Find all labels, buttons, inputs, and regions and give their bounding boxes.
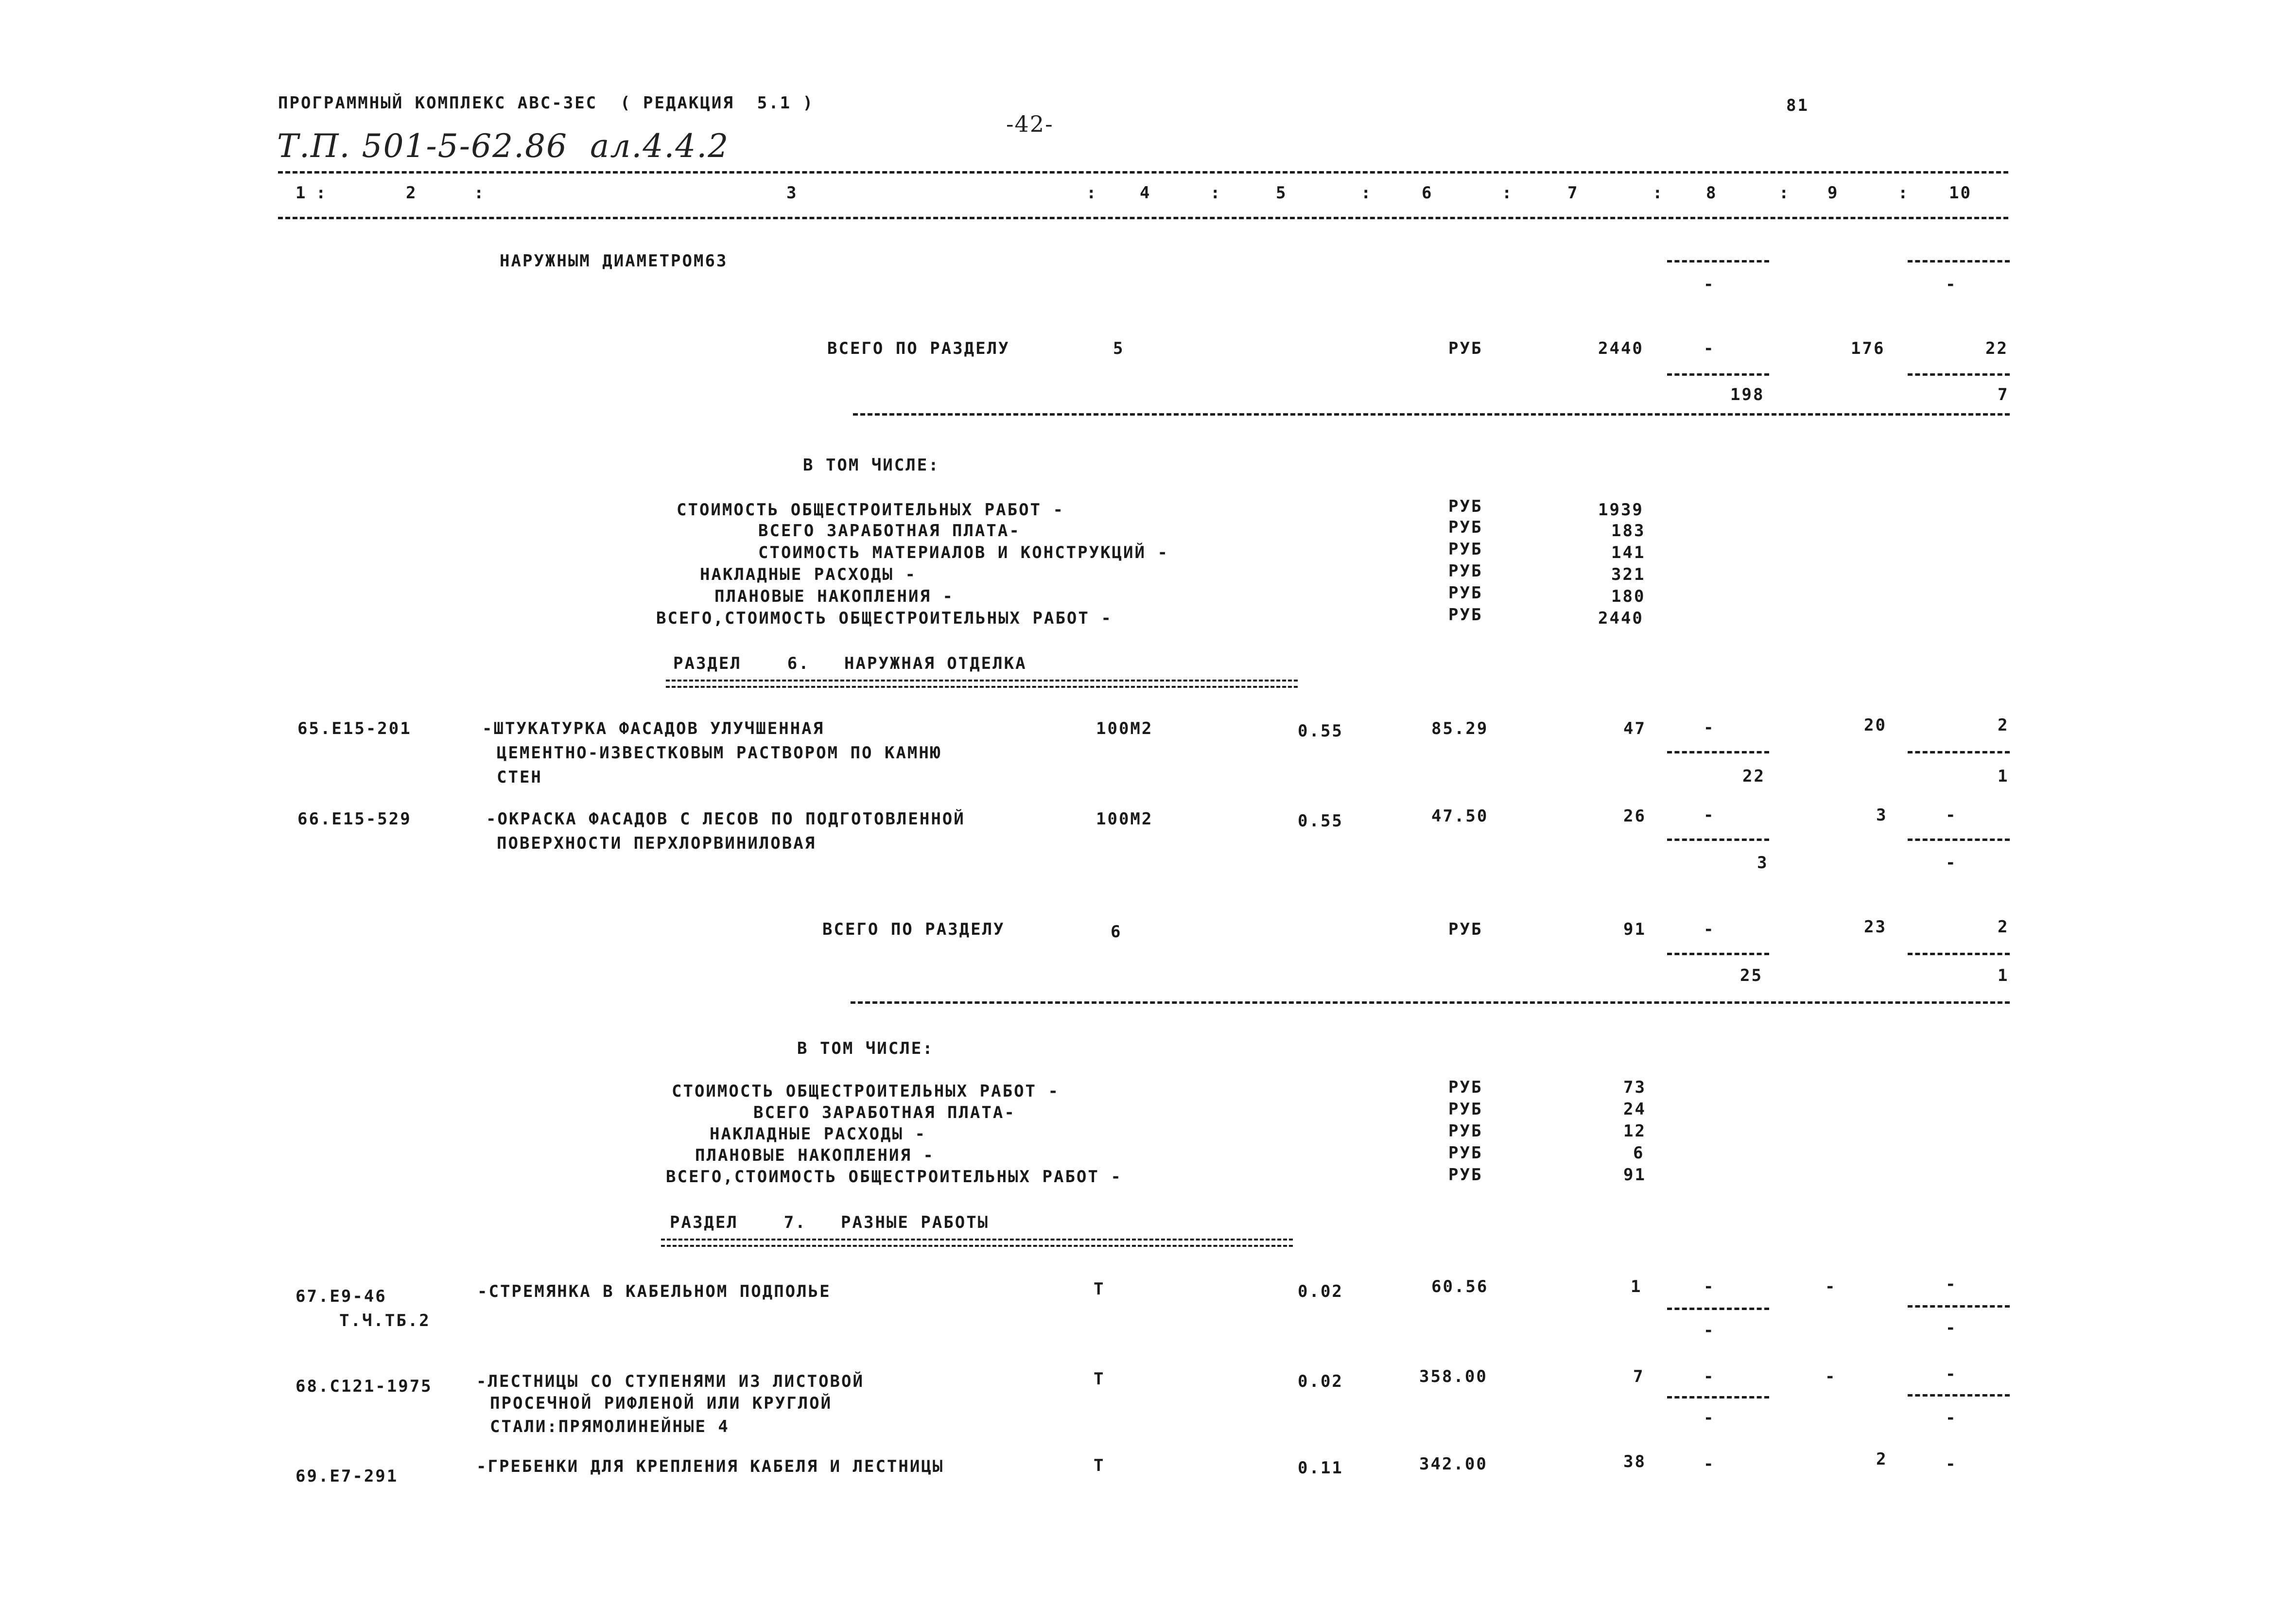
row-unit: Т [1094, 1369, 1105, 1389]
fraction-line [1908, 1305, 2010, 1308]
row-price: 47.50 [1431, 806, 1489, 826]
fraction-line [1908, 260, 2010, 262]
breakdown-label: СТОИМОСТЬ МАТЕРИАЛОВ И КОНСТРУКЦИЙ - [758, 543, 1169, 562]
fraction-line [1667, 839, 1769, 841]
column-header-bottom-rule [278, 217, 2008, 219]
row-quantity: 0.02 [1298, 1372, 1343, 1391]
column-separator: : [1086, 183, 1098, 203]
column-separator: : [316, 183, 328, 203]
breakdown-label: ВСЕГО,СТОИМОСТЬ ОБЩЕСТРОИТЕЛЬНЫХ РАБОТ - [656, 609, 1113, 628]
fraction-line [1667, 1396, 1769, 1398]
column-separator: : [1652, 183, 1664, 203]
row-description: -ШТУКАТУРКА ФАСАДОВ УЛУЧШЕННАЯ [482, 719, 825, 738]
breakdown-value: 6 [1633, 1143, 1645, 1163]
program-header: ПРОГРАММНЫЙ КОМПЛЕКС АВС-ЗЕС ( РЕДАКЦИЯ 5.1 ) [278, 93, 815, 113]
total-col7: 91 [1623, 920, 1646, 939]
breakdown-unit: РУБ [1448, 605, 1483, 625]
fraction-line [1908, 751, 2010, 753]
breakdown-label: ВСЕГО ЗАРАБОТНАЯ ПЛАТА- [753, 1103, 1016, 1122]
total-col10-bottom: 1 [1998, 966, 2009, 985]
row-col8-bottom: - [1704, 1408, 1715, 1428]
handwritten-project-note: Т.П. 501-5-62.86 ал.4.4.2 [277, 127, 730, 165]
total-label: ВСЕГО ПО РАЗДЕЛУ [822, 920, 1005, 939]
breakdown-label: НАКЛАДНЫЕ РАСХОДЫ - [710, 1124, 926, 1144]
row-code: 67.E9-46 [296, 1287, 387, 1306]
row-price: 85.29 [1431, 719, 1489, 738]
section-title: РАЗДЕЛ 7. РАЗНЫЕ РАБОТЫ [670, 1213, 990, 1232]
breakdown-label: ВСЕГО ЗАРАБОТНАЯ ПЛАТА- [758, 521, 1021, 541]
section-title-underline [666, 680, 1298, 688]
column-separator: : [1361, 183, 1373, 203]
total-col8-top: - [1704, 920, 1715, 939]
column-separator: : [474, 183, 486, 203]
fraction-line [1908, 373, 2010, 376]
row-col10-bottom: 1 [1998, 767, 2009, 786]
fraction-line [1908, 839, 2010, 841]
row-quantity: 0.55 [1298, 811, 1343, 831]
row-code-note: Т.Ч.ТБ.2 [339, 1311, 431, 1330]
column-separator: : [1502, 183, 1513, 203]
breakdown-unit: РУБ [1448, 561, 1483, 581]
row-price: 358.00 [1419, 1367, 1488, 1386]
column-header-cell: 3 [786, 183, 798, 203]
breakdown-value: 1939 [1598, 500, 1644, 520]
row-col8-top: - [1704, 1367, 1715, 1386]
total-col10-top: 2 [1998, 917, 2009, 937]
breakdown-label: СТОИМОСТЬ ОБЩЕСТРОИТЕЛЬНЫХ РАБОТ - [672, 1082, 1060, 1101]
row-col8-bottom: - [1704, 1321, 1715, 1340]
row-col7: 1 [1631, 1277, 1642, 1296]
col10-bottom: - [1946, 275, 1957, 294]
total-col8-bottom: 25 [1740, 966, 1763, 985]
column-separator: : [1210, 183, 1222, 203]
row-unit: 100М2 [1096, 719, 1153, 738]
breakdown-unit: РУБ [1448, 1165, 1483, 1185]
column-header-cell: 9 [1827, 183, 1839, 203]
breakdown-value: 2440 [1598, 609, 1644, 628]
total-label: ВСЕГО ПО РАЗДЕЛУ [827, 339, 1010, 358]
breakdown-label: СТОИМОСТЬ ОБЩЕСТРОИТЕЛЬНЫХ РАБОТ - [677, 500, 1064, 520]
total-col8-bottom: 198 [1730, 385, 1765, 404]
row-unit: Т [1094, 1456, 1105, 1475]
column-header-top-rule [278, 171, 2008, 174]
row-description: ЦЕМЕНТНО-ИЗВЕСТКОВЫМ РАСТВОРОМ ПО КАМНЮ [497, 743, 942, 763]
fraction-line [1908, 1394, 2010, 1397]
row-col7: 38 [1623, 1452, 1646, 1471]
breakdown-value: 12 [1623, 1121, 1646, 1141]
breakdown-value: 24 [1623, 1100, 1646, 1119]
row-description: НАРУЖНЫМ ДИАМЕТРОМ63 [500, 251, 728, 271]
row-col10-top: - [1946, 805, 1957, 825]
row-col10-top: - [1946, 1275, 1957, 1294]
fraction-line [1667, 260, 1769, 262]
row-col9: 2 [1876, 1450, 1888, 1469]
column-header-cell: 4 [1140, 183, 1151, 203]
row-col10-bottom: - [1946, 1408, 1957, 1428]
breakdown-unit: РУБ [1448, 518, 1483, 537]
row-price: 60.56 [1431, 1277, 1489, 1296]
row-col8-top: - [1704, 718, 1715, 737]
breakdown-value: 141 [1611, 543, 1646, 562]
row-unit: 100М2 [1096, 809, 1153, 829]
column-header-cell: 1 [296, 183, 307, 203]
column-header-cell: 7 [1567, 183, 1579, 203]
row-col8-top: - [1704, 1454, 1715, 1474]
breakdown-unit: РУБ [1448, 1121, 1483, 1141]
row-code: 69.E7-291 [296, 1467, 399, 1486]
row-col8-top: - [1704, 805, 1715, 825]
total-col10-bottom: 7 [1998, 385, 2009, 404]
row-quantity: 0.02 [1298, 1282, 1343, 1301]
row-col10-top: - [1946, 1454, 1957, 1474]
section-total-rule [853, 413, 2010, 416]
column-header-cell: 8 [1706, 183, 1718, 203]
total-col9: 176 [1851, 339, 1885, 358]
breakdown-label: ПЛАНОВЫЕ НАКОПЛЕНИЯ - [695, 1146, 935, 1165]
row-col7: 26 [1623, 806, 1646, 826]
row-unit: Т [1094, 1279, 1105, 1299]
total-col10-top: 22 [1985, 339, 2008, 358]
fraction-line [1667, 1308, 1769, 1310]
total-col8-top: - [1704, 339, 1715, 358]
row-code: 65.E15-201 [297, 719, 412, 738]
row-col8-top: - [1704, 1277, 1715, 1296]
page-number-right: 81 [1786, 96, 1809, 115]
row-col9: - [1825, 1277, 1837, 1296]
row-col7: 7 [1633, 1367, 1645, 1386]
row-description: -СТРЕМЯНКА В КАБЕЛЬНОМ ПОДПОЛЬЕ [477, 1282, 831, 1301]
row-col7: 47 [1623, 719, 1646, 738]
column-separator: : [1779, 183, 1791, 203]
column-header-cell: 2 [406, 183, 417, 203]
breakdown-value: 180 [1611, 587, 1646, 606]
column-header-cell: 5 [1276, 183, 1287, 203]
breakdown-label: ВСЕГО,СТОИМОСТЬ ОБЩЕСТРОИТЕЛЬНЫХ РАБОТ - [666, 1167, 1122, 1187]
breakdown-value: 73 [1623, 1078, 1646, 1097]
row-description: СТЕН [497, 768, 542, 787]
breakdown-unit: РУБ [1448, 583, 1483, 603]
breakdown-unit: РУБ [1448, 497, 1483, 516]
breakdown-value: 183 [1611, 521, 1646, 541]
total-col7: 2440 [1598, 339, 1644, 358]
row-col10-bottom: - [1946, 1318, 1957, 1338]
breakdown-unit: РУБ [1448, 1100, 1483, 1119]
row-description: -ГРЕБЕНКИ ДЛЯ КРЕПЛЕНИЯ КАБЕЛЯ И ЛЕСТНИЦЫ [476, 1457, 944, 1476]
row-col10-top: - [1946, 1364, 1957, 1384]
row-col10-top: 2 [1998, 716, 2009, 735]
breakdown-label: ПЛАНОВЫЕ НАКОПЛЕНИЯ - [714, 587, 954, 606]
row-col8-bottom: 22 [1742, 767, 1765, 786]
total-unit: РУБ [1448, 920, 1483, 939]
fraction-line [1667, 953, 1769, 955]
breakdown-value: 321 [1611, 565, 1646, 584]
row-description: СТАЛИ:ПРЯМОЛИНЕЙНЫЕ 4 [490, 1417, 730, 1436]
page-number-center: -42- [1006, 111, 1054, 137]
including-title: В ТОМ ЧИСЛЕ: [797, 1039, 934, 1058]
total-col9: 23 [1864, 917, 1887, 937]
column-header-cell: 10 [1949, 183, 1972, 203]
section-total-rule [851, 1001, 2010, 1004]
section-title-underline [661, 1239, 1293, 1247]
col8-bottom: - [1704, 275, 1715, 294]
breakdown-unit: РУБ [1448, 540, 1483, 559]
row-description: -ОКРАСКА ФАСАДОВ С ЛЕСОВ ПО ПОДГОТОВЛЕННОЙ [486, 809, 965, 829]
total-unit: РУБ [1448, 339, 1483, 358]
breakdown-unit: РУБ [1448, 1078, 1483, 1097]
row-price: 342.00 [1419, 1454, 1488, 1474]
row-col10-bottom: - [1946, 853, 1957, 873]
row-col9: 3 [1876, 805, 1888, 825]
column-header-cell: 6 [1422, 183, 1433, 203]
total-section-number: 6 [1111, 922, 1122, 942]
row-code: 68.C121-1975 [296, 1377, 433, 1396]
row-col9: 20 [1864, 716, 1887, 735]
row-code: 66.E15-529 [297, 809, 412, 829]
breakdown-value: 91 [1623, 1165, 1646, 1185]
row-col9: - [1825, 1367, 1837, 1386]
fraction-line [1908, 953, 2010, 955]
row-quantity: 0.11 [1298, 1458, 1343, 1478]
breakdown-unit: РУБ [1448, 1143, 1483, 1163]
row-col8-bottom: 3 [1757, 853, 1769, 873]
row-quantity: 0.55 [1298, 721, 1343, 741]
including-title: В ТОМ ЧИСЛЕ: [803, 455, 940, 475]
row-description: ПРОСЕЧНОЙ РИФЛЕНОЙ ИЛИ КРУГЛОЙ [490, 1394, 833, 1413]
row-description: ПОВЕРХНОСТИ ПЕРХЛОРВИНИЛОВАЯ [497, 834, 817, 853]
row-description: -ЛЕСТНИЦЫ СО СТУПЕНЯМИ ИЗ ЛИСТОВОЙ [476, 1372, 864, 1391]
column-separator: : [1898, 183, 1910, 203]
fraction-line [1667, 373, 1769, 376]
total-section-number: 5 [1113, 339, 1125, 358]
fraction-line [1667, 751, 1769, 753]
breakdown-label: НАКЛАДНЫЕ РАСХОДЫ - [700, 565, 917, 584]
section-title: РАЗДЕЛ 6. НАРУЖНАЯ ОТДЕЛКА [673, 654, 1027, 673]
